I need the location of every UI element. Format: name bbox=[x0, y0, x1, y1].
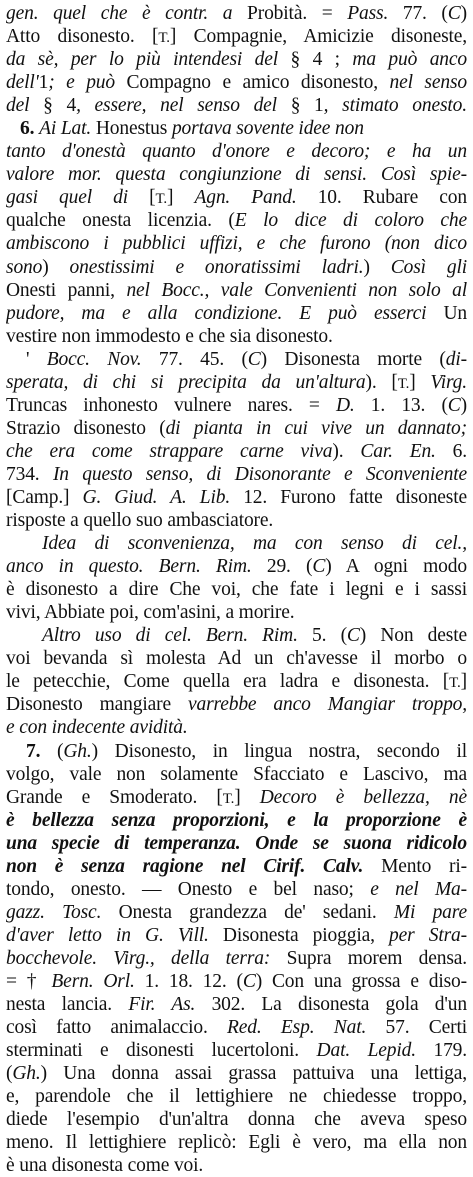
text-line bbox=[6, 763, 467, 786]
text-run: sperata, di chi si precipita da un'altura bbox=[6, 371, 366, 393]
text-run: ( bbox=[6, 1063, 13, 1085]
text-run: Altro uso di cel. Bern. Rim. bbox=[42, 625, 313, 647]
text-run: ) Non deste bbox=[359, 625, 467, 647]
text-run: bocchevole. Virg., della terra: bbox=[6, 947, 287, 969]
text-line bbox=[6, 302, 467, 325]
text-run: Mento ri- bbox=[381, 855, 467, 877]
text-line bbox=[6, 463, 467, 486]
text-run: 57. Certi bbox=[385, 1017, 467, 1039]
text-line bbox=[6, 256, 467, 279]
text-line bbox=[6, 670, 467, 693]
text-run: e con indecente avidità. bbox=[6, 717, 188, 739]
text-run: ). bbox=[332, 440, 361, 462]
text-run: ) Con una grossa e diso- bbox=[255, 970, 467, 992]
text-line bbox=[6, 48, 467, 71]
text-run: Car. En. bbox=[360, 440, 453, 462]
text-run: ) bbox=[42, 256, 70, 278]
text-run: non è senza ragione nel Cirif. Calv. bbox=[6, 855, 382, 877]
text-run: 10. Rubare con bbox=[317, 187, 467, 209]
text-line bbox=[6, 209, 467, 232]
text-run: gen. quel che è contr. a bbox=[6, 3, 248, 24]
text-run: da sè, per lo più intendesi del bbox=[6, 49, 291, 71]
text-run: [ bbox=[149, 187, 156, 209]
text-run: è bellezza senza proporzioni, e la proporzione è bbox=[6, 809, 467, 831]
text-line bbox=[6, 532, 467, 555]
text-line bbox=[6, 394, 467, 417]
text-line bbox=[6, 1108, 467, 1131]
text-run: ] Compagnie, Amicizie disoneste, bbox=[169, 26, 467, 48]
text-run: [Camp.] bbox=[6, 486, 83, 508]
text-run: C bbox=[312, 556, 326, 578]
text-run: 1. 18. 12. ( bbox=[144, 970, 243, 992]
text-run: 6. bbox=[20, 118, 40, 140]
text-run: Mi pare bbox=[393, 901, 467, 923]
text-run: Gh. bbox=[12, 1063, 41, 1085]
text-line bbox=[6, 1154, 467, 1177]
text-run: Bern. Orl. bbox=[51, 970, 145, 992]
text-run: Agn. Pand. bbox=[194, 187, 318, 209]
text-run: tondo, onesto. — Onesto e bel naso; bbox=[6, 878, 371, 900]
text-line bbox=[6, 348, 467, 371]
text-run: dell' bbox=[6, 72, 39, 94]
text-run: ] bbox=[234, 786, 260, 808]
text-run: portava sovente idee non bbox=[171, 118, 364, 140]
text-run: nel senso bbox=[389, 72, 467, 94]
text-line bbox=[6, 163, 467, 186]
text-run: ) bbox=[460, 394, 467, 416]
text-line bbox=[6, 693, 467, 716]
text-run: e, parendole che il lettighiere ne chiedesse troppo, bbox=[6, 1086, 467, 1108]
text-run: diede l'esempio d'un'altra donna che aveva speso bbox=[6, 1109, 467, 1131]
text-line bbox=[6, 716, 467, 739]
text-run: Pass. bbox=[347, 3, 403, 24]
text-run: d'aver letto in G. Vill. bbox=[6, 924, 223, 946]
text-run: onestissimi e onoratissimi ladri. bbox=[69, 256, 364, 278]
text-run: ; e può bbox=[48, 72, 127, 94]
text-run: C bbox=[447, 394, 461, 416]
text-run: ) Disonesta morte ( bbox=[260, 348, 446, 370]
text-line bbox=[6, 1039, 467, 1062]
text-run: Probità. = bbox=[247, 3, 348, 24]
text-run: Grande e Smoderato. [ bbox=[6, 786, 223, 808]
text-line bbox=[6, 924, 467, 947]
text-run: ( bbox=[57, 740, 64, 762]
text-run: ] bbox=[166, 187, 195, 209]
text-run: = † bbox=[6, 970, 52, 992]
text-run: T. bbox=[397, 375, 410, 392]
text-run: ) A ogni modo bbox=[325, 556, 467, 578]
text-run: , essere, nel senso del bbox=[76, 95, 291, 117]
text-line bbox=[6, 117, 467, 140]
text-run: ] bbox=[409, 371, 431, 393]
text-line bbox=[6, 947, 467, 970]
text-line bbox=[6, 601, 467, 624]
text-run: E lo dice di coloro che bbox=[234, 210, 467, 232]
text-run: nesta lancia. bbox=[6, 994, 129, 1016]
text-run: è disonesto a dire Che voi, che fate i legni e i sassi bbox=[6, 579, 467, 601]
text-run: C bbox=[346, 625, 360, 647]
text-run: ) Una donna assai grassa pattuiva una lettiga, bbox=[40, 1063, 467, 1085]
text-line bbox=[6, 993, 467, 1016]
text-run: Un bbox=[443, 302, 467, 324]
text-line bbox=[6, 786, 467, 809]
text-run: Onesta grandezza de' sedani. bbox=[118, 901, 394, 923]
text-line bbox=[6, 1085, 467, 1108]
text-run: , stimato onesto. bbox=[323, 95, 467, 117]
text-run: 1. 13. ( bbox=[370, 394, 448, 416]
text-line bbox=[6, 647, 467, 670]
text-run: di pianta in cui vive un dannato; bbox=[165, 417, 467, 439]
text-run: una specie di temperanza. Onde se suona ridicolo bbox=[6, 832, 467, 854]
text-line bbox=[6, 94, 467, 117]
text-line bbox=[6, 509, 467, 532]
text-run: volgo, vale non solamente Sfacciato e Lascivo, ma bbox=[6, 763, 467, 785]
text-run: Supra morem densa. bbox=[286, 947, 467, 969]
text-run: ). [ bbox=[365, 371, 398, 393]
text-run: 734. bbox=[6, 463, 53, 485]
text-run: gazz. Tosc. bbox=[6, 901, 119, 923]
text-run: di- bbox=[445, 348, 467, 370]
text-run: Red. Esp. Nat. bbox=[227, 1017, 386, 1039]
text-run: 179. bbox=[433, 1040, 467, 1062]
text-run: G. Giud. A. Lib. bbox=[82, 486, 244, 508]
text-run: Dat. Lepid. bbox=[316, 1040, 434, 1062]
text-run: Decoro è bellezza, nè bbox=[259, 786, 467, 808]
text-run: varrebbe anco Mangiar troppo, bbox=[187, 694, 467, 716]
text-run: 77. ( bbox=[402, 3, 448, 24]
text-run: ma può anco bbox=[352, 49, 467, 71]
text-run: che era come strappare carne viva bbox=[6, 440, 333, 462]
text-run: sterminati e disonesti lucertoloni. bbox=[6, 1040, 317, 1062]
text-run: vivi, Abbiate poi, com'asini, a morire. bbox=[6, 602, 295, 624]
text-line bbox=[6, 970, 467, 993]
text-run: 77. 45. ( bbox=[158, 348, 248, 370]
text-run: tanto d'onestà quanto d'onore e decoro; e ha un bbox=[6, 141, 467, 163]
text-run: vestire non immodesto e che sia disonesto. bbox=[6, 325, 333, 347]
text-line bbox=[6, 1131, 467, 1154]
text-run: § 4 bbox=[43, 95, 77, 117]
text-run: Ai Lat. bbox=[39, 118, 96, 140]
text-run: è una disonesta come voi. bbox=[6, 1155, 204, 1177]
text-run: D. bbox=[335, 394, 371, 416]
text-run: ' bbox=[26, 348, 47, 370]
text-run: Disonesto mangiare bbox=[6, 694, 188, 716]
text-run: le petecchie, Come quella era ladra e disonesta. [ bbox=[6, 671, 450, 693]
text-run: 1 bbox=[38, 72, 49, 94]
text-line bbox=[6, 809, 467, 832]
text-run: § 4 ; bbox=[290, 49, 353, 71]
text-run: 5. ( bbox=[312, 625, 347, 647]
text-run: Disonesta pioggia, bbox=[222, 924, 390, 946]
text-run: pudore, ma e alla condizione. E può esserci bbox=[6, 302, 444, 324]
text-run: T. bbox=[158, 30, 170, 47]
text-run: Bocc. Nov. bbox=[46, 348, 159, 370]
text-run: meno. Il lettighiere replicò: Egli è vero, ma ella non bbox=[6, 1132, 467, 1154]
text-line bbox=[6, 1062, 467, 1085]
text-line bbox=[6, 232, 467, 255]
text-line bbox=[6, 71, 467, 94]
text-run: Virg. bbox=[430, 371, 467, 393]
text-run: così fatto animalaccio. bbox=[6, 1017, 228, 1039]
text-line bbox=[6, 417, 467, 440]
text-run: In questo senso, di Disonorante e Sconveniente bbox=[52, 463, 467, 485]
text-line bbox=[6, 555, 467, 578]
text-line bbox=[6, 371, 467, 394]
text-run: T. bbox=[449, 675, 461, 692]
text-run: C bbox=[247, 348, 261, 370]
text-run: 29. ( bbox=[266, 556, 313, 578]
text-run: Onesti panni, bbox=[6, 279, 127, 301]
text-run: 6. bbox=[452, 440, 467, 462]
text-run: qualche onesta licenzia. ( bbox=[6, 210, 235, 232]
text-run: sono bbox=[6, 256, 43, 278]
text-run: anco in questo. Bern. Rim. bbox=[6, 556, 267, 578]
text-run: ) Disonesto, in lingua nostra, secondo il bbox=[91, 740, 467, 762]
text-line bbox=[6, 25, 467, 48]
text-line bbox=[6, 855, 467, 878]
text-line bbox=[6, 140, 467, 163]
text-run: per Stra- bbox=[389, 924, 467, 946]
text-run: Atto disonesto. [ bbox=[6, 26, 159, 48]
text-line bbox=[6, 624, 467, 647]
text-line bbox=[6, 186, 467, 209]
text-run: Così gli bbox=[390, 256, 467, 278]
text-run: voi bevanda sì molesta Ad un ch'avesse il morbo o bbox=[6, 648, 467, 670]
text-run: Honestus bbox=[95, 118, 172, 140]
text-run: risposte a quello suo ambasciatore. bbox=[6, 510, 274, 532]
text-line bbox=[6, 740, 467, 763]
text-run: C bbox=[242, 970, 256, 992]
text-run: gasi quel di bbox=[6, 187, 150, 209]
text-line bbox=[6, 2, 467, 25]
text-run: Strazio disonesto ( bbox=[6, 417, 166, 439]
text-run: ) bbox=[363, 256, 391, 278]
text-run: T. bbox=[155, 191, 167, 208]
text-run: ) bbox=[460, 3, 467, 24]
text-line bbox=[6, 901, 467, 924]
text-run: 7. bbox=[26, 740, 58, 762]
text-line bbox=[6, 325, 467, 348]
text-run: T. bbox=[222, 790, 235, 807]
text-run: 12. Furono fatte disoneste bbox=[243, 486, 467, 508]
text-run: C bbox=[447, 3, 461, 24]
text-run: Truncas inhonesto vulnere nares. = bbox=[6, 394, 336, 416]
text-run: Gh. bbox=[63, 740, 92, 762]
text-line bbox=[6, 279, 467, 302]
text-run: 302. La disonesta gola d'un bbox=[211, 994, 467, 1016]
text-run: § 1 bbox=[290, 95, 324, 117]
text-line bbox=[6, 578, 467, 601]
text-line bbox=[6, 878, 467, 901]
text-run: ] bbox=[460, 671, 467, 693]
text-line bbox=[6, 1016, 467, 1039]
text-run: ambiscono i pubblici uffizi, e che furono (non dico bbox=[6, 233, 467, 255]
text-run: Idea di sconvenienza, ma con senso di cel., bbox=[42, 533, 467, 555]
text-run: e nel Ma- bbox=[370, 878, 467, 900]
text-run: Fir. As. bbox=[128, 994, 212, 1016]
text-run: Compagno e amico disonesto, bbox=[126, 72, 390, 94]
text-line bbox=[6, 832, 467, 855]
text-run: del bbox=[6, 95, 44, 117]
text-line bbox=[6, 440, 467, 463]
text-run: valore mor. questa congiunzione di sensi. Così spie- bbox=[6, 164, 467, 186]
text-line bbox=[6, 486, 467, 509]
text-run: nel Bocc., vale Convenienti non solo al bbox=[126, 279, 467, 301]
